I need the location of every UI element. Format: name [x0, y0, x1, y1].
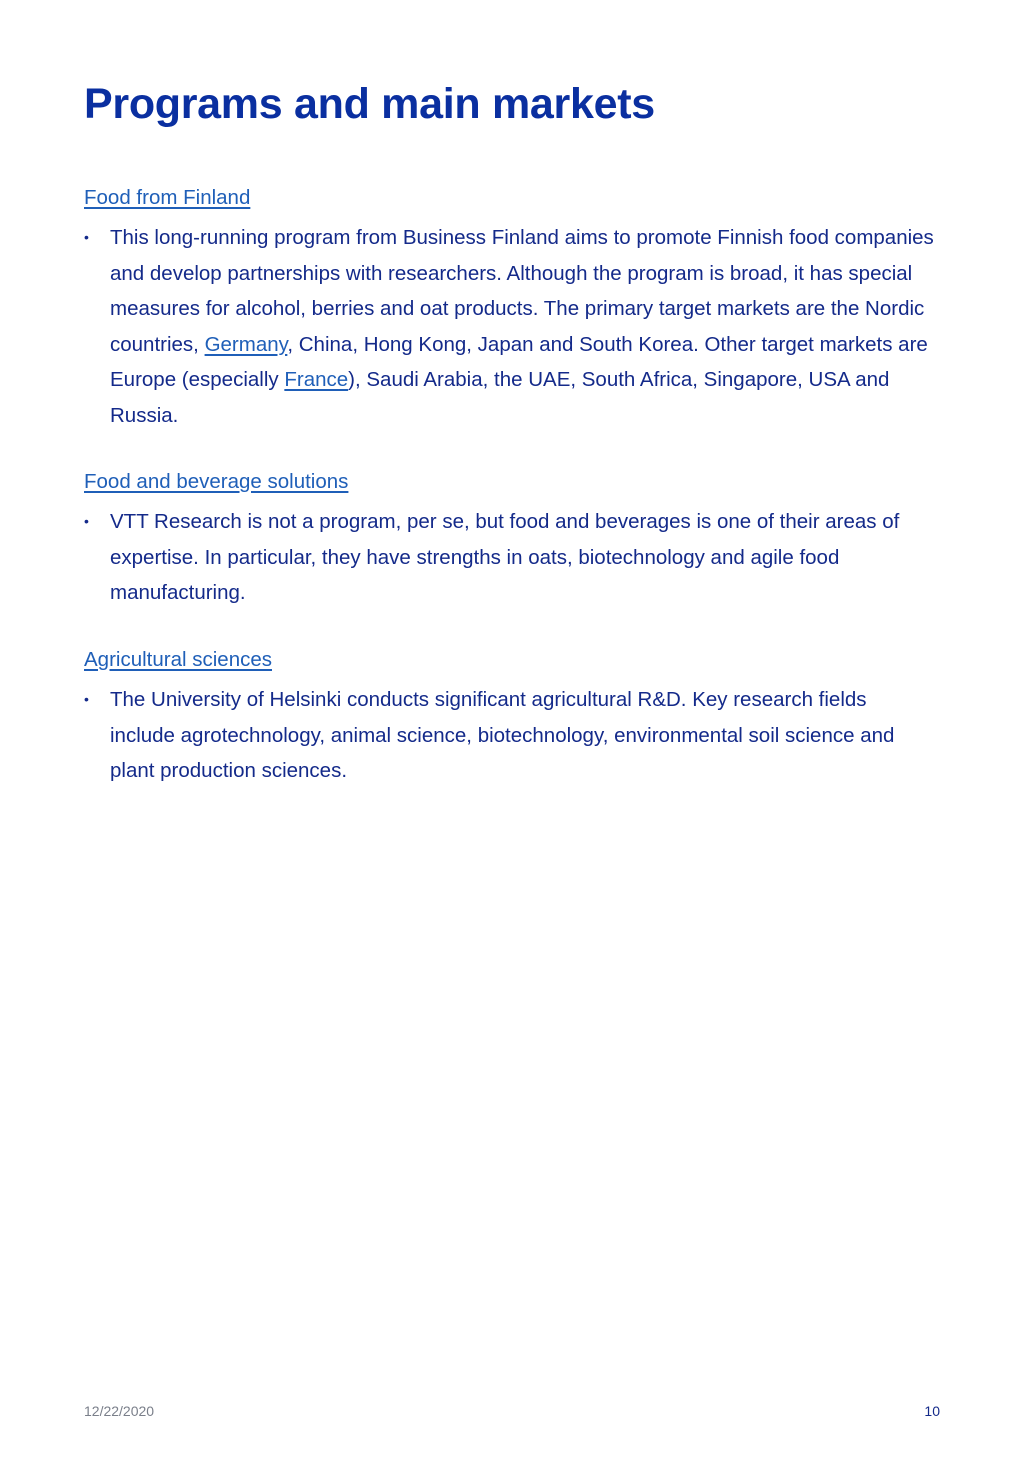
bullet-icon: • — [84, 229, 89, 245]
france-link[interactable]: France — [284, 368, 349, 391]
footer-date: 12/22/2020 — [84, 1403, 155, 1419]
food-and-beverage-solutions-link[interactable]: Food and beverage solutions — [84, 470, 349, 493]
list-item — [84, 220, 934, 433]
bullet-text: The University of Helsinki conducts significant agricultural R&D. Key research fields include agrotechnology, animal science, biotechnology, environmental soil science and plant production sciences. — [110, 688, 895, 782]
section-agricultural-sciences — [84, 647, 934, 789]
bullet-icon: • — [84, 513, 89, 529]
page-title: Programs and main markets — [84, 80, 655, 128]
agricultural-sciences-link[interactable]: Agricultural sciences — [84, 648, 272, 671]
germany-link[interactable]: Germany — [204, 332, 288, 356]
bullet-text: , China, Hong Kong, Japan and South Korea. Other target markets are Europe (especially — [110, 332, 928, 391]
bullet-text: This long-running program from Business Finland aims to promote Finnish food companies and develop partnerships with researchers. Although the program is broad, it has special measures for alcohol, berries and oat products. The primary target markets are the Nordic countries, — [110, 226, 934, 356]
list-item — [84, 682, 934, 789]
page-number: 10 — [924, 1403, 940, 1419]
bullet-icon: • — [84, 691, 89, 707]
bullet-text: VTT Research is not a program, per se, but food and beverages is one of their areas of expertise. In particular, they have strengths in oats, biotechnology and agile food manufacturing. — [110, 510, 900, 604]
bullet-text: ), Saudi Arabia, the UAE, South Africa, Singapore, USA and Russia. — [110, 368, 890, 427]
section-food-from-finland — [84, 185, 934, 433]
list-item — [84, 504, 934, 611]
section-food-and-beverage-solutions — [84, 469, 934, 611]
food-from-finland-link[interactable]: Food from Finland — [84, 186, 251, 209]
